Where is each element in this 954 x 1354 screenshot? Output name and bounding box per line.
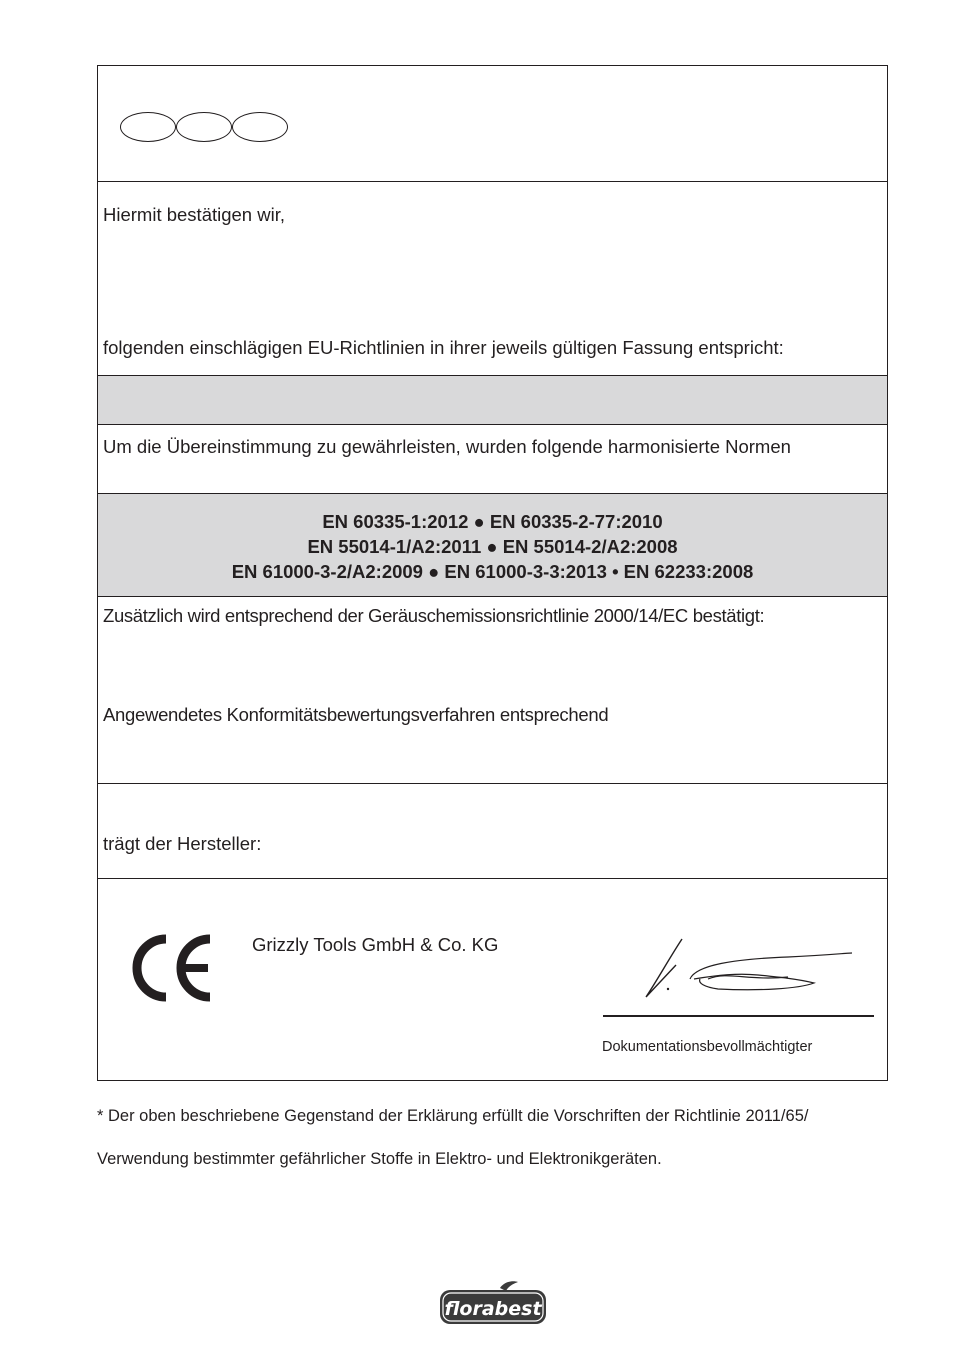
language-code-oval <box>176 112 232 142</box>
harmonised-text: Um die Übereinstimmung zu gewährleisten, wurden folgende harmonisierte Normen <box>103 436 791 457</box>
language-code-ovals <box>120 112 292 144</box>
noise-section <box>98 596 887 783</box>
florabest-logo <box>438 1278 550 1326</box>
manufacturer-text: trägt der Hersteller: <box>103 833 262 854</box>
ce-mark-icon <box>128 933 214 1003</box>
noise-line-1: Zusätzlich wird entsprechend der Geräuschemissionsrichtlinie 2000/14/EC bestätigt: <box>103 605 765 626</box>
intro-line-1: Hiermit bestätigen wir, <box>103 204 285 225</box>
norms-band <box>98 493 887 596</box>
norm-line: EN 55014-1/A2:2011 ● EN 55014-2/A2:2008 <box>307 536 678 557</box>
signature-line <box>603 1015 874 1017</box>
handwritten-signature <box>638 935 858 1005</box>
directives-band <box>98 375 887 424</box>
signature-section <box>98 878 887 1081</box>
language-code-oval <box>232 112 288 142</box>
language-code-oval <box>120 112 176 142</box>
harmonised-section <box>98 424 887 493</box>
manufacturer-section <box>98 783 887 878</box>
footnote-line-1: * Der oben beschriebene Gegenstand der Erklärung erfüllt die Vorschriften der Richtlinie 2011/65/ <box>97 1107 809 1125</box>
norm-line: EN 60335-1:2012 ● EN 60335-2-77:2010 <box>322 511 663 532</box>
declaration-frame <box>97 65 888 1081</box>
signatory-role: Dokumentationsbevollmächtigter <box>602 1039 813 1055</box>
svg-text:florabest: florabest <box>444 1298 542 1320</box>
norm-line: EN 61000-3-2/A2:2009 ● EN 61000-3-3:2013 • EN 62233:2008 <box>231 561 754 582</box>
intro-section <box>98 181 887 375</box>
company-name: Grizzly Tools GmbH & Co. KG <box>252 934 499 955</box>
intro-line-2: folgenden einschlägigen EU-Richtlinien in ihrer jeweils gültigen Fassung entspricht: <box>103 337 784 358</box>
header-section <box>98 66 887 181</box>
noise-line-2: Angewendetes Konformitätsbewertungsverfahren entsprechend <box>103 704 609 725</box>
footnote-line-2: Verwendung bestimmter gefährlicher Stoffe in Elektro- und Elektronikgeräten. <box>97 1150 662 1168</box>
norms-list <box>98 509 887 584</box>
